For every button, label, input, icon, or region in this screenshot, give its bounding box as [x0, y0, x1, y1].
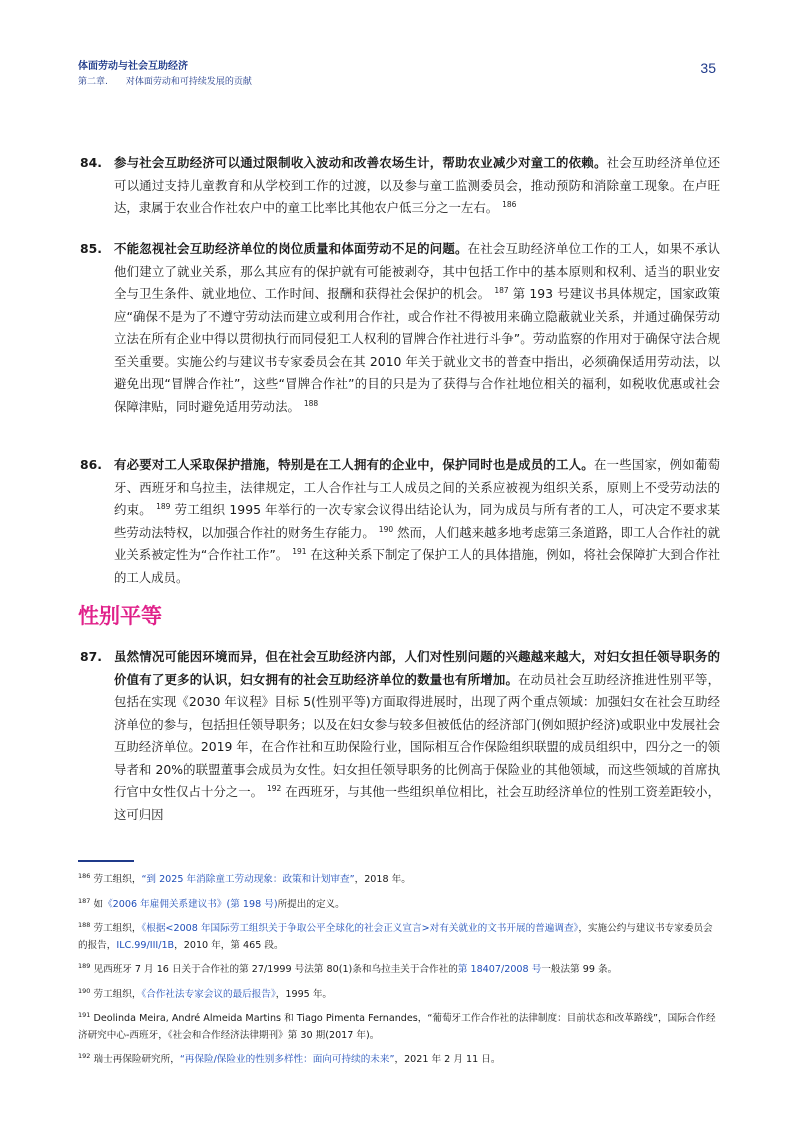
footnote-ref[interactable]: 190 — [378, 524, 394, 534]
paragraph-body: 社会互助经济单位还可以通过支持儿童教育和从学校到工作的过渡，以及参与童工监测委员会，推动预防和消除童工现象。在卢旺达，隶属于农业合作社农户中的童工比率比其他农户低三分之一左右。 — [114, 155, 721, 215]
paragraph-number: 86. — [80, 457, 102, 472]
paragraph-body: 在西班牙，与其他一些组织单位相比，社会互助经济单位的性别工资差距较小，这可归因 — [114, 784, 720, 822]
section-heading: 性别平等 — [78, 604, 162, 628]
chapter-subtitle — [78, 74, 252, 87]
footnote-link[interactable]: 《根据<2008 年国际劳工组织关于争取公平全球化的社会正义宣言>对有关就业的文书开展的普遍调查》 — [141, 923, 579, 934]
footnote-number: 186 — [78, 872, 91, 880]
footnote-186 — [78, 872, 718, 889]
chapter-title: 对体面劳动和可持续发展的贡献 — [125, 77, 252, 87]
footnote-188 — [78, 921, 718, 954]
paragraph-lead: 虽然情况可能因环境而异，但在社会互助经济内部，人们对性别问题的兴趣越来越大，对妇女担任领导职务的价值有了更多的认识，妇女拥有的社会互助经济单位的数量也有所增加。 — [114, 649, 720, 687]
footnote-link[interactable]: 《2006 年雇佣关系建议书》(第 198 号) — [103, 898, 278, 910]
footnote-192 — [78, 1052, 718, 1069]
paragraph-number: 85. — [80, 241, 102, 256]
paragraph-85 — [80, 238, 720, 418]
footnote-text: ，2010 年，第 465 段。 — [174, 939, 284, 951]
footnote-text: 劳工组织， — [93, 988, 142, 1000]
paragraph-87 — [80, 646, 720, 826]
footnote-number: 190 — [78, 986, 91, 995]
footnote-number: 187 — [78, 896, 91, 905]
footnote-ref[interactable]: 192 — [267, 784, 282, 793]
footnote-ref[interactable]: 187 — [494, 286, 509, 295]
paragraph-84 — [80, 152, 720, 220]
chapter-label: 第二章. — [78, 77, 108, 87]
footnote-ref[interactable]: 188 — [303, 398, 319, 408]
document-title: 体面劳动与社会互助经济 — [78, 61, 188, 72]
paragraph-lead: 有必要对工人采取保护措施，特别是在工人拥有的企业中，保护同时也是成员的工人。 — [114, 457, 594, 472]
paragraph-86 — [80, 454, 720, 589]
footnote-text: 所提出的定义。 — [277, 898, 345, 910]
footnote-number: 191 — [78, 1011, 91, 1019]
footnotes — [78, 872, 718, 1077]
footnote-ref[interactable]: 191 — [292, 547, 307, 556]
footnote-number: 188 — [78, 921, 91, 929]
footnote-text: 见西班牙 7 月 16 日关于合作社的第 27/1999 号法第 80(1)条和乌拉圭关于合作社的 — [93, 964, 458, 975]
footnote-189 — [78, 962, 718, 979]
footnote-text: 一般法第 99 条。 — [541, 964, 618, 975]
paragraph-body: 在一些国家，例如葡萄牙、西班牙和乌拉圭，法律规定，工人合作社与工人成员之间的关系应被视为组织关系，原则上不受劳动法的约束。 — [114, 457, 721, 517]
paragraph-body: 在这种关系下制定了保护工人的具体措施，例如，将社会保障扩大到合作社的工人成员。 — [114, 547, 720, 585]
footnote-link[interactable]: “再保险/保险业的性别多样性：面向可持续的未来” — [179, 1054, 395, 1065]
footnote-187 — [78, 897, 718, 914]
footnote-number: 192 — [78, 1052, 91, 1060]
footnote-link[interactable]: “到 2025 年消除童工劳动现象：政策和计划审查” — [141, 874, 355, 885]
paragraph-lead: 参与社会互助经济可以通过限制收入波动和改善农场生计，帮助农业减少对童工的依赖。 — [114, 155, 607, 170]
footnote-ref[interactable]: 189 — [156, 502, 171, 511]
footnote-text: Deolinda Meira, André Almeida Martins 和 Tiago Pimenta Fernandes，“葡萄牙工作合作社的法律制度：目前状态和改革路线”，国际合作经济研究中心-西班牙，《社会和合作经济法律期刊》第 30 期(2017 年)。 — [78, 1013, 716, 1041]
footnote-190 — [78, 987, 718, 1004]
footnote-text: ，2021 年 2 月 11 日。 — [394, 1054, 501, 1065]
footnote-191 — [78, 1011, 718, 1044]
paragraph-body: 然而，人们越来越多地考虑第三条道路，即工人合作社的就业关系被定性为“合作社工作”。 — [114, 524, 720, 562]
footnote-link[interactable]: 《合作社法专家会议的最后报告》 — [141, 988, 276, 1000]
footnote-text: 瑞士再保险研究所， — [93, 1054, 180, 1065]
paragraph-body: 劳工组织 1995 年举行的一次专家会议得出结论认为，同为成员与所有者的工人，可决定不要求某些劳动法特权，以加强合作社的财务生存能力。 — [114, 502, 720, 540]
footnote-text: 如 — [93, 898, 104, 910]
footnote-text: ，1995 年。 — [275, 988, 333, 1000]
paragraph-body: 在社会互助经济单位工作的工人，如果不承认他们建立了就业关系，那么其应有的保护就有可能被剥夺，其中包括工作中的基本原则和权利、适当的职业安全与卫生条件、就业地位、工作时间、报酬和获得社会保护的机会。 — [114, 241, 721, 301]
paragraph-body: 在动员社会互助经济推进性别平等，包括在实现《2030 年议程》目标 5(性别平等)方面取得进展时，出现了两个重点领域：加强妇女在社会互助经济单位的参与，包括担任领导职务；以及在妇女参与较多但被低估的经济部门(例如照护经济)或职业中发展社会互助经济单位。2019 年，在合作社和互助保险行业，国际相互合作保险组织联盟的成员组织中，四分之一的领导者和 20%的联盟董事会成员为女性。妇女担任领导职务的比例高于保险业的其他领域，而这些领域的首席执行官中女性仅占十分之一。 — [114, 671, 721, 799]
page-number: 35 — [700, 60, 716, 76]
paragraph-lead: 不能忽视社会互助经济单位的岗位质量和体面劳动不足的问题。 — [114, 241, 468, 256]
footnote-text: ，2018 年。 — [354, 874, 411, 885]
paragraph-number: 84. — [80, 155, 102, 170]
footnote-ref[interactable]: 186 — [502, 200, 517, 209]
footnote-text: 劳工组织， — [93, 923, 142, 934]
footnote-divider — [78, 860, 134, 862]
paragraph-number: 87. — [80, 649, 102, 664]
footnote-link[interactable]: 第 18407/2008 号 — [457, 964, 542, 975]
paragraph-body: 第 193 号建议书具体规定，国家政策应“确保不是为了不遵守劳动法而建立或利用合作社，或合作社不得被用来确立隐蔽就业关系，并通过确保劳动立法在所有企业中得以贯彻执行而同侵犯工人权利的冒牌合作社进行斗争”。劳动监察的作用对于确保守法合规至关重要。实施公约与建议书专家委员会在其 2010 年关于就业文书的普查中指出，必须确保适用劳动法，以避免出现“冒牌合作社”，这些“冒牌合作社”的目的只是为了获得与合作社地位相关的福利，如税收优惠或社会保障津贴，同时避免适用劳动法。 — [114, 286, 720, 414]
footnote-number: 189 — [78, 962, 91, 970]
footnote-text: 劳工组织， — [93, 874, 142, 885]
footnote-text: ，实施公约与建议书专家委员会的报告， — [78, 923, 713, 951]
footnote-link[interactable]: ILC.99/III/1B — [116, 939, 175, 951]
